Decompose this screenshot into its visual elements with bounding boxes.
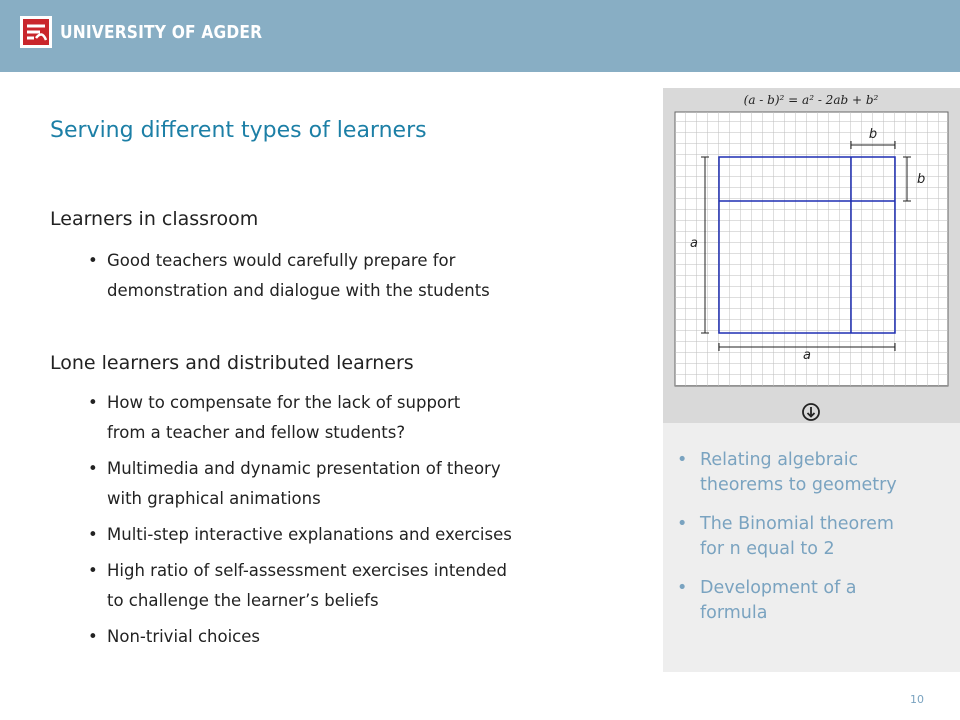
- header-bar: [0, 0, 960, 72]
- grid-lines: [675, 112, 948, 386]
- bullet-item: • How to compensate for the lack of support from a teacher and fellow students?: [88, 388, 658, 448]
- figure-canvas: [663, 88, 960, 423]
- label-a-bottom: a: [803, 348, 811, 363]
- bullet-dot: •: [88, 627, 98, 646]
- bullet-dot: •: [88, 251, 98, 270]
- bullet-dot: •: [88, 525, 98, 544]
- sidebar-bullet: • The Binomial theorem for n equal to 2: [677, 514, 894, 559]
- sidebar-bullet: • Relating algebraic theorems to geometry: [677, 450, 897, 495]
- bullet-item: • Good teachers would carefully prepare for demonstration and dialogue with the students: [88, 246, 658, 306]
- formula-text: (a - b)² = a² - 2ab + b²: [743, 93, 879, 107]
- label-b-right: b: [917, 172, 926, 187]
- label-b-top: b: [868, 127, 878, 142]
- section-heading-lone-learners: Lone learners and distributed learners: [50, 352, 414, 374]
- university-name: UNIVERSITY OF AGDER: [60, 22, 263, 43]
- bullet-dot: •: [88, 561, 98, 580]
- bullet-item: • Multi-step interactive explanations and exercises: [88, 520, 658, 550]
- down-arrow-circle-icon[interactable]: [803, 404, 819, 420]
- bullet-item: • Multimedia and dynamic presentation of theory with graphical animations: [88, 454, 658, 514]
- bullet-item: • High ratio of self-assessment exercises intended to challenge the learner’s beliefs: [88, 556, 658, 616]
- section-heading-classroom: Learners in classroom: [50, 208, 259, 230]
- slide-title: Serving different types of learners: [50, 118, 427, 143]
- bullet-dot: •: [88, 459, 98, 478]
- page-number: 10: [910, 693, 924, 706]
- label-a-left: a: [690, 236, 698, 251]
- bullet-dot: •: [677, 514, 688, 534]
- bullet-dot: •: [88, 393, 98, 412]
- bullet-dot: •: [677, 450, 688, 470]
- university-logo-icon: [20, 16, 52, 48]
- bullet-dot: •: [677, 578, 688, 598]
- bullet-item: • Non-trivial choices: [88, 622, 658, 652]
- binomial-geometry-figure: [663, 88, 960, 423]
- sidebar-bullet: • Development of a formula: [677, 578, 857, 623]
